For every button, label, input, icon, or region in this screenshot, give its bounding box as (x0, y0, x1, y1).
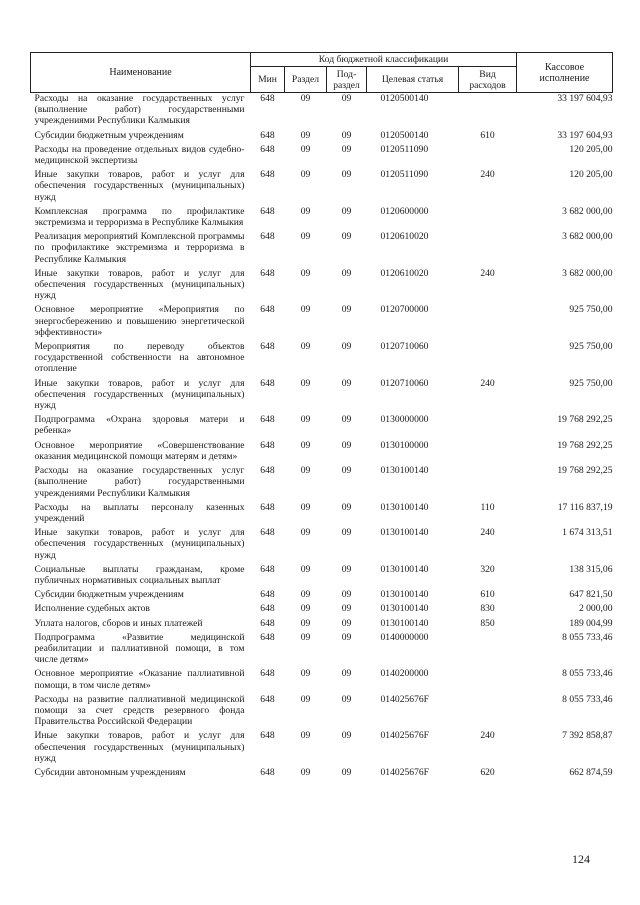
table-row (31, 632, 613, 669)
table-row (31, 169, 613, 206)
row-sum: 19 768 292,25 (557, 465, 613, 477)
table-row (31, 618, 613, 632)
row-target: 0120500140 (380, 93, 429, 104)
row-name: Социальные выплаты гражданам, кроме публичных нормативных социальных выплат (34, 563, 245, 586)
row-name: Иные закупки товаров, работ и услуг для обеспечения государственных (муниципальных) нужд (34, 527, 245, 561)
row-target: 0120511090 (380, 143, 429, 155)
header-code-group: Код бюджетной классификации (251, 53, 517, 67)
row-min: 648 (260, 617, 275, 629)
row-razdel: 09 (300, 267, 311, 279)
row-name: Расходы на оказание государственных услуг (выполнение работ) государственными учреждениями Республики Калмыкия (34, 465, 245, 499)
row-podrazdel: 09 (341, 205, 352, 217)
row-target: 0130100140 (380, 603, 429, 615)
row-podrazdel: 09 (341, 304, 352, 316)
header-vid: Вид расходов (459, 67, 517, 93)
table-row (31, 378, 613, 415)
table-header (31, 53, 613, 93)
row-vid: 850 (480, 617, 495, 629)
header-cash: Кассовое исполнение (517, 53, 613, 93)
row-target: 014025676F (380, 730, 430, 742)
row-sum: 17 116 837,19 (557, 501, 613, 513)
row-vid (459, 206, 517, 231)
row-min: 648 (260, 143, 275, 155)
row-min: 648 (260, 169, 275, 181)
row-razdel: 09 (300, 617, 311, 629)
row-vid (459, 465, 517, 502)
budget-table (30, 52, 613, 781)
row-podrazdel: 09 (341, 341, 352, 353)
row-name: Субсидии автономным учреждениям (34, 766, 186, 778)
table-row (31, 564, 613, 589)
row-razdel: 09 (300, 377, 311, 389)
row-name: Расходы на выплаты персоналу казенных учреждений (34, 501, 245, 524)
row-target: 0130100140 (380, 527, 429, 539)
row-vid (459, 341, 517, 378)
table-row (31, 206, 613, 231)
row-name: Реализация мероприятий Комплексной программы по профилактике экстремизма и терроризма в Республике Калмыкия (34, 231, 245, 265)
budget-table-page (30, 52, 612, 781)
row-razdel: 09 (300, 414, 311, 426)
row-min: 648 (260, 603, 275, 615)
row-target: 0130100140 (380, 589, 429, 601)
table-row (31, 767, 613, 781)
row-podrazdel: 09 (341, 439, 352, 451)
table-row (31, 144, 613, 169)
row-razdel: 09 (300, 129, 311, 141)
row-target: 0120500140 (380, 129, 429, 141)
row-min: 648 (260, 730, 275, 742)
row-target: 0120511090 (380, 169, 429, 181)
row-name: Расходы на оказание государственных услуг (выполнение работ) государственными учреждениями Республики Калмыкия (34, 93, 245, 127)
row-min: 648 (260, 304, 275, 316)
row-vid (459, 93, 517, 130)
row-razdel: 09 (300, 439, 311, 451)
table-row (31, 668, 613, 693)
row-name: Основное мероприятие «Совершенствование оказания медицинской помощи матерям и детям» (34, 439, 245, 462)
row-name: Подпрограмма «Охрана здоровья матери и ребенка» (34, 414, 245, 437)
row-podrazdel: 09 (341, 589, 352, 601)
row-min: 648 (260, 377, 275, 389)
row-target: 0120610020 (380, 267, 429, 279)
row-podrazdel: 09 (341, 668, 352, 680)
row-min: 648 (260, 631, 275, 643)
row-razdel: 09 (300, 693, 311, 705)
row-sum: 925 750,00 (569, 304, 613, 316)
row-name: Исполнение судебных актов (34, 603, 150, 615)
row-target: 0130100140 (380, 563, 429, 575)
row-min: 648 (260, 267, 275, 279)
row-razdel: 09 (300, 93, 311, 104)
row-razdel: 09 (300, 341, 311, 353)
row-razdel: 09 (300, 465, 311, 477)
row-razdel: 09 (300, 501, 311, 513)
row-sum: 120 205,00 (569, 143, 613, 155)
row-target: 0140000000 (380, 631, 429, 643)
header-razdel: Раздел (285, 67, 327, 93)
row-sum: 33 197 604,93 (557, 93, 613, 104)
table-row (31, 502, 613, 527)
row-target: 0120710060 (380, 377, 429, 389)
row-razdel: 09 (300, 563, 311, 575)
row-target: 014025676F (380, 693, 430, 705)
row-vid (459, 694, 517, 731)
row-podrazdel: 09 (341, 377, 352, 389)
row-podrazdel: 09 (341, 143, 352, 155)
row-sum: 925 750,00 (569, 377, 613, 389)
row-target: 0120710060 (380, 341, 429, 353)
row-sum: 2 000,00 (578, 603, 613, 615)
row-vid: 240 (480, 377, 495, 389)
row-target: 0120610020 (380, 231, 429, 243)
row-sum: 8 055 733,46 (562, 631, 613, 643)
row-vid (459, 414, 517, 439)
row-sum: 7 392 858,87 (562, 730, 613, 742)
row-name: Подпрограмма «Развитие медицинской реабилитации и паллиативной помощи, в том числе детям» (34, 631, 245, 666)
row-min: 648 (260, 501, 275, 513)
table-row (31, 341, 613, 378)
row-sum: 8 055 733,46 (562, 668, 613, 680)
row-vid (459, 632, 517, 669)
row-vid: 240 (480, 527, 495, 539)
row-razdel: 09 (300, 631, 311, 643)
table-row (31, 93, 613, 130)
row-target: 0130100140 (380, 617, 429, 629)
row-sum: 3 682 000,00 (562, 231, 613, 243)
row-target: 0130100000 (380, 439, 429, 451)
row-razdel: 09 (300, 304, 311, 316)
row-razdel: 09 (300, 589, 311, 601)
row-vid: 610 (480, 129, 495, 141)
row-razdel: 09 (300, 668, 311, 680)
row-podrazdel: 09 (341, 129, 352, 141)
row-podrazdel: 09 (341, 617, 352, 629)
row-name: Субсидии бюджетным учреждениям (34, 129, 184, 141)
row-sum: 8 055 733,46 (562, 693, 613, 705)
row-sum: 120 205,00 (569, 169, 613, 181)
table-row (31, 694, 613, 731)
row-name: Иные закупки товаров, работ и услуг для обеспечения государственных (муниципальных) нужд (34, 169, 245, 203)
table-row (31, 231, 613, 268)
row-vid: 240 (480, 169, 495, 181)
row-razdel: 09 (300, 205, 311, 217)
row-min: 648 (260, 465, 275, 477)
row-target: 0120700000 (380, 304, 429, 316)
header-target: Целевая статья (367, 67, 459, 93)
row-vid: 240 (480, 730, 495, 742)
row-vid: 240 (480, 267, 495, 279)
row-target: 0130100140 (380, 501, 429, 513)
row-sum: 3 682 000,00 (562, 205, 613, 217)
row-podrazdel: 09 (341, 414, 352, 426)
row-min: 648 (260, 205, 275, 217)
row-min: 648 (260, 129, 275, 141)
table-row (31, 130, 613, 144)
row-podrazdel: 09 (341, 693, 352, 705)
table-row (31, 440, 613, 465)
row-min: 648 (260, 341, 275, 353)
row-sum: 662 874,59 (569, 766, 613, 778)
row-vid (459, 144, 517, 169)
row-target: 0130000000 (380, 414, 429, 426)
row-podrazdel: 09 (341, 563, 352, 575)
row-sum: 19 768 292,25 (557, 439, 613, 451)
table-row (31, 268, 613, 305)
row-sum: 647 821,50 (569, 589, 613, 601)
row-razdel: 09 (300, 527, 311, 539)
page-number: 124 (572, 852, 590, 866)
row-podrazdel: 09 (341, 465, 352, 477)
row-vid (459, 231, 517, 268)
row-vid: 320 (480, 563, 495, 575)
header-min: Мин (251, 67, 285, 93)
row-podrazdel: 09 (341, 730, 352, 742)
row-vid (459, 440, 517, 465)
table-row (31, 527, 613, 564)
row-min: 648 (260, 668, 275, 680)
row-vid: 620 (480, 766, 495, 778)
header-name: Наименование (31, 53, 251, 93)
row-target: 0140200000 (380, 668, 429, 680)
row-name: Мероприятия по переводу объектов государственной собственности на автономное отопление (34, 341, 245, 375)
table-row (31, 603, 613, 617)
table-row (31, 589, 613, 603)
row-name: Основное мероприятие «Оказание паллиативной помощи, в том числе детям» (34, 668, 245, 691)
row-name: Расходы на развитие паллиативной медицинской помощи за счет средств резервного фонда Правительства Российской Федерации (34, 693, 245, 728)
row-podrazdel: 09 (341, 267, 352, 279)
row-podrazdel: 09 (341, 527, 352, 539)
row-min: 648 (260, 589, 275, 601)
row-min: 648 (260, 231, 275, 243)
row-target: 014025676F (380, 766, 430, 778)
row-podrazdel: 09 (341, 231, 352, 243)
row-sum: 3 682 000,00 (562, 267, 613, 279)
row-sum: 925 750,00 (569, 341, 613, 353)
row-min: 648 (260, 93, 275, 104)
row-target: 0120600000 (380, 205, 429, 217)
row-min: 648 (260, 439, 275, 451)
table-row (31, 730, 613, 767)
row-vid (459, 668, 517, 693)
row-name: Иные закупки товаров, работ и услуг для обеспечения государственных (муниципальных) нужд (34, 730, 245, 764)
row-name: Расходы на проведение отдельных видов судебно-медицинской экспертизы (34, 143, 245, 167)
row-name: Иные закупки товаров, работ и услуг для обеспечения государственных (муниципальных) нужд (34, 267, 245, 302)
row-name: Субсидии бюджетным учреждениям (34, 589, 184, 601)
row-sum: 33 197 604,93 (557, 129, 613, 141)
row-vid (459, 304, 517, 341)
row-podrazdel: 09 (341, 603, 352, 615)
row-min: 648 (260, 527, 275, 539)
row-name: Комплексная программа по профилактике экстремизма и терроризма в Республике Калмыкия (34, 205, 245, 229)
row-sum: 19 768 292,25 (557, 414, 613, 426)
row-name: Иные закупки товаров, работ и услуг для обеспечения государственных (муниципальных) нужд (34, 377, 245, 412)
row-razdel: 09 (300, 603, 311, 615)
row-min: 648 (260, 693, 275, 705)
row-podrazdel: 09 (341, 501, 352, 513)
row-sum: 138 315,06 (569, 563, 613, 575)
row-min: 648 (260, 766, 275, 778)
table-row (31, 465, 613, 502)
row-name: Уплата налогов, сборов и иных платежей (34, 617, 203, 629)
row-razdel: 09 (300, 766, 311, 778)
row-vid: 110 (480, 501, 495, 513)
row-razdel: 09 (300, 231, 311, 243)
row-vid: 610 (480, 589, 495, 601)
table-body (31, 93, 613, 782)
row-min: 648 (260, 563, 275, 575)
header-podrazdel: Под-раздел (327, 67, 367, 93)
table-row (31, 304, 613, 341)
row-sum: 189 004,99 (569, 617, 613, 629)
row-name: Основное мероприятие «Мероприятия по энергосбережению и повышению энергетической эффективности» (34, 304, 245, 338)
row-sum: 1 674 313,51 (562, 527, 613, 539)
row-razdel: 09 (300, 730, 311, 742)
row-vid: 830 (480, 603, 495, 615)
row-podrazdel: 09 (341, 93, 352, 104)
row-podrazdel: 09 (341, 169, 352, 181)
row-min: 648 (260, 414, 275, 426)
row-target: 0130100140 (380, 465, 429, 477)
row-razdel: 09 (300, 169, 311, 181)
row-podrazdel: 09 (341, 631, 352, 643)
table-row (31, 414, 613, 439)
row-podrazdel: 09 (341, 766, 352, 778)
row-razdel: 09 (300, 143, 311, 155)
